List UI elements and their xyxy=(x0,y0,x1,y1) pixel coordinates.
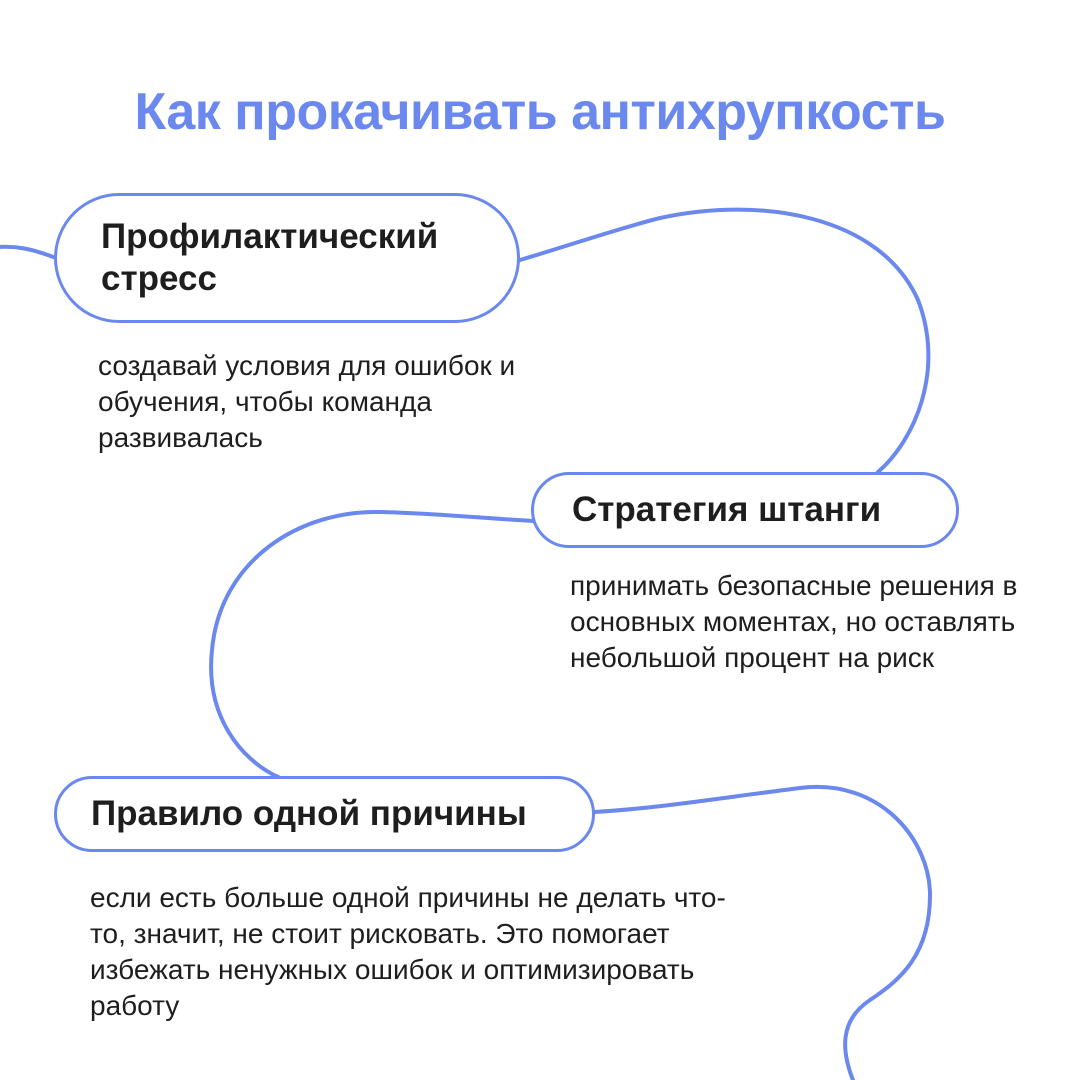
step-1-description: создавай условия для ошибок и обучения, чтобы команда развивалась xyxy=(98,350,516,453)
page-title: Как прокачивать антихрупкость xyxy=(134,83,946,141)
path-segment-1 xyxy=(520,210,928,472)
path-segment-2 xyxy=(211,512,533,778)
path-segment-start xyxy=(0,247,56,258)
step-2-heading: Стратегия штанги xyxy=(572,490,882,529)
step-2-description: принимать безопасные решения в основных моментах, но оставлять небольшой процент на риск xyxy=(570,570,1018,673)
step-3-heading: Правило одной причины xyxy=(91,794,527,833)
step-2-pill xyxy=(531,472,959,548)
step-3-description: если есть больше одной причины не делать что-то, значит, не стоит рисковать. Это помогает избежать ненужных ошибок и оптимизировать работу xyxy=(90,882,726,1021)
step-3-pill xyxy=(54,776,595,852)
step-1-pill xyxy=(54,193,520,323)
step-1-heading: Профилактический стресс xyxy=(101,217,439,298)
